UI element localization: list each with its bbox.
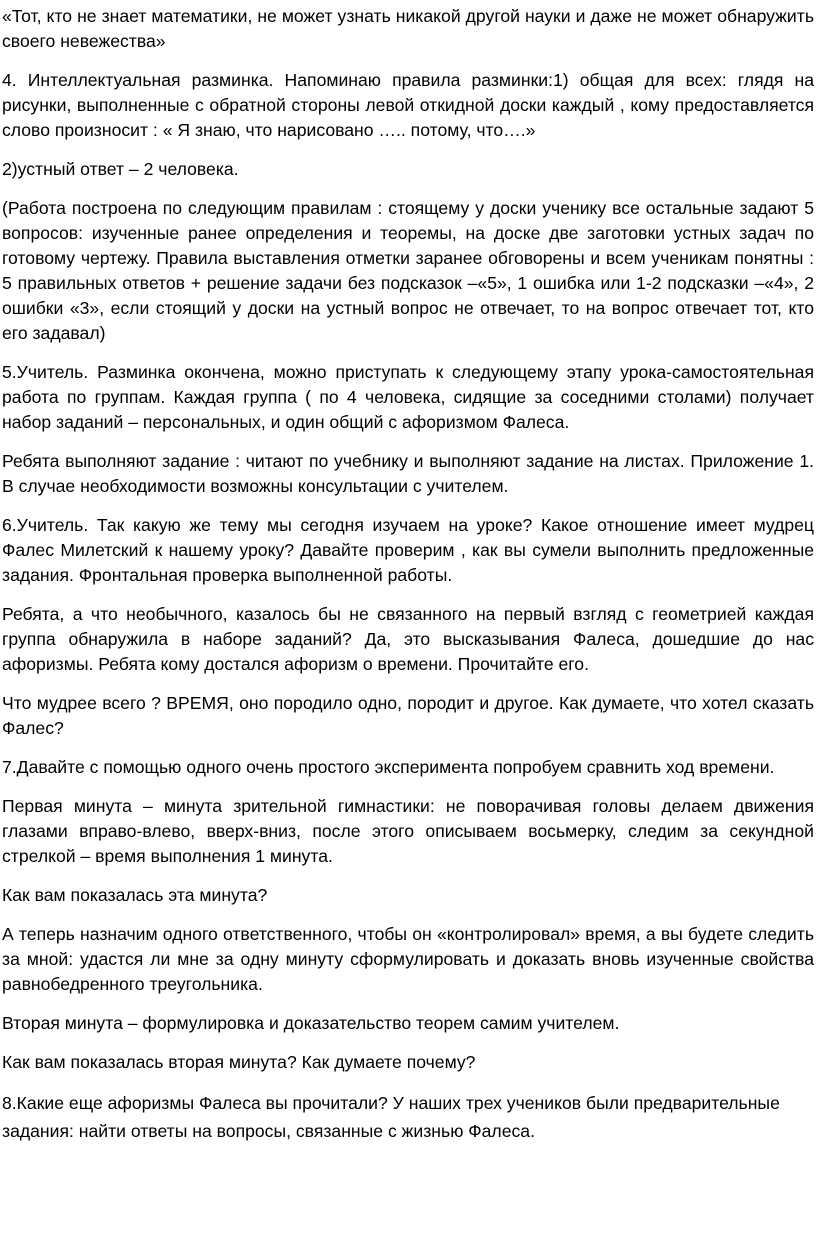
paragraph-time-question: Что мудрее всего ? ВРЕМЯ, оно породило одно, породит и другое. Как думаете, что хотел сказать Фалес?: [2, 693, 814, 738]
paragraph-first-minute: Первая минута – минута зрительной гимнастики: не поворачивая головы делаем движения глазами вправо-влево, вверх-вниз, после этого описываем восьмерку, следим за секундной стрелкой – время выполнения 1 минута.: [2, 796, 814, 866]
paragraph-responsible: А теперь назначим одного ответственного, чтобы он «контролировал» время, а вы будете следить за мной: удастся ли мне за одну минуту сформулировать и доказать вновь изученные свойства равнобедренного треугольника.: [2, 924, 814, 994]
paragraph-first-minute-question: Как вам показалась эта минута?: [2, 885, 268, 905]
paragraph-warmup: 4. Интеллектуальная разминка. Напоминаю правила разминки:1) общая для всех: глядя на рисунки, выполненные с обратной стороны левой откидной доски каждый , кому предоставляется слово произносит : « Я знаю, что нарисовано ….. потому, что….»: [2, 70, 814, 140]
paragraph-step-5: 5.Учитель. Разминка окончена, можно приступать к следующему этапу урока-самостоятельная работа по группам. Каждая группа ( по 4 человека, сидящие за соседними столами) получает набор заданий – персональных, и один общий с афоризмом Фалеса.: [2, 362, 814, 432]
paragraph-rules: (Работа построена по следующим правилам : стоящему у доски ученику все остальные задают 5 вопросов: изученные ранее определения и теоремы, на доске две заготовки устных задач по готовому чертежу. Правила выставления отметки заранее обговорены и всем ученикам понятны : 5 правильных ответов + решение задачи без подсказок –«5», 1 ошибка или 1-2 подсказки –«4», 2 ошибки «3», если стоящий у доски на устный вопрос не отвечает, то на вопрос отвечает тот, кто его задавал): [2, 198, 814, 343]
paragraph-step-7: 7.Давайте с помощью одного очень простого эксперимента попробуем сравнить ход времени.: [2, 757, 775, 777]
paragraph-step-6: 6.Учитель. Так какую же тему мы сегодня изучаем на уроке? Какое отношение имеет мудрец Фалес Милетский к нашему уроку? Давайте проверим , как вы сумели выполнить предложенные задания. Фронтальная проверка выполненной работы.: [2, 515, 814, 585]
paragraph-epigraph: «Тот, кто не знает математики, не может узнать никакой другой науки и даже не может обнаружить своего невежества»: [2, 6, 814, 51]
paragraph-second-minute-question: Как вам показалась вторая минута? Как думаете почему?: [2, 1052, 476, 1072]
paragraph-students-task: Ребята выполняют задание : читают по учебнику и выполняют задание на листах. Приложение 1. В случае необходимости возможны консультации с учителем.: [2, 451, 814, 496]
paragraph-aphorisms: Ребята, а что необычного, казалось бы не связанного на первый взгляд с геометрией каждая группа обнаружила в наборе заданий? Да, это высказывания Фалеса, дошедшие до нас афоризмы. Ребята кому достался афоризм о времени. Прочитайте его.: [2, 604, 814, 674]
paragraph-second-minute: Вторая минута – формулировка и доказательство теорем самим учителем.: [2, 1013, 620, 1033]
paragraph-oral-answer: 2)устный ответ – 2 человека.: [2, 159, 239, 179]
paragraph-step-8: 8.Какие еще афоризмы Фалеса вы прочитали? У наших трех учеников были предварительные задания: найти ответы на вопросы, связанные с жизнью Фалеса.: [2, 1093, 780, 1141]
